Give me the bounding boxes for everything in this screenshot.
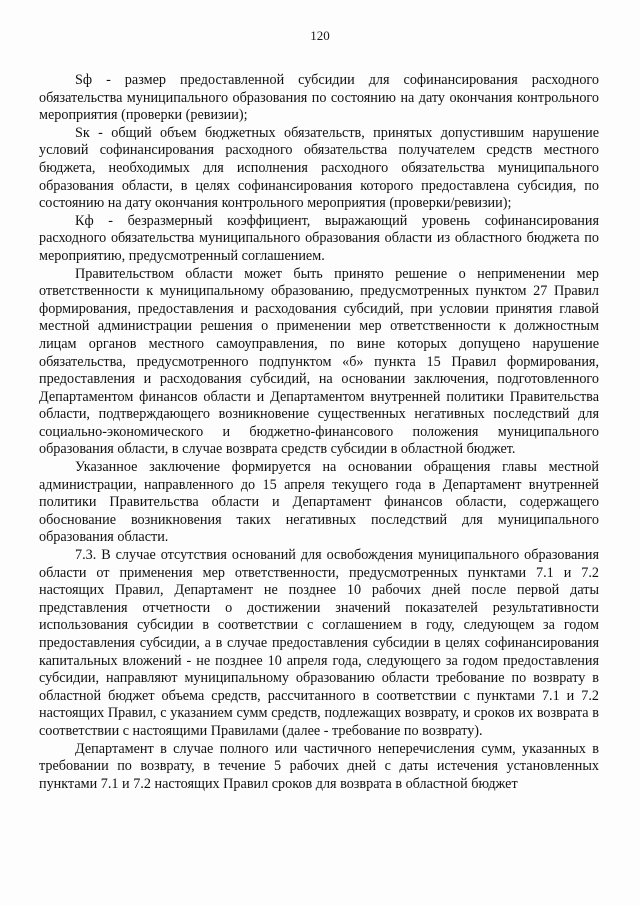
paragraph-department-nonpayment: Департамент в случае полного или частичного неперечисления сумм, указанных в требовании по возврату, в течение 5 рабочих дней с даты истечения установленных пунктами 7.1 и 7.2 настоящих Правил сроков для возврата в областной бюджет [39,740,599,792]
paragraph-conclusion-basis: Указанное заключение формируется на основании обращения главы местной администрации, направленного до 15 апреля текущего года в Департамент внутренней политики Правительства области и Департамент финансов области, содержащего обоснование возникновения таких негативных последствий для муниципального образования области. [39,459,599,546]
paragraph-sk-definition: Sк - общий объем бюджетных обязательств, принятых допустившим нарушение условий софинансирования расходного обязательства получателем средств местного бюджета, необходимых для исполнения расходного обязательства муниципального образования области, в целях софинансирования которого предоставлена субсидия, по состоянию на дату окончания контрольного мероприятия (проверки/ревизии); [39,124,599,212]
paragraph-kf-definition: Кф - безразмерный коэффициент, выражающий уровень софинансирования расходного обязательства муниципального образования области из областного бюджета по мероприятию, предусмотренный соглашением. [39,212,599,264]
paragraph-sf-definition: Sф - размер предоставленной субсидии для софинансирования расходного обязательства муниципального образования по состоянию на дату окончания контрольного мероприятия (проверки (ревизии); [39,72,599,124]
page-number: 120 [310,28,330,43]
paragraph-section-7-3: 7.3. В случае отсутствия оснований для освобождения муниципального образования области от применения мер ответственности, предусмотренных пунктами 7.1 и 7.2 настоящих Правил, Департамент не позднее 10 рабочих дней после первой даты представления отчетности о достижении значений показателей результативности использования субсидии в соответствии с соглашением в году, следующем за годом предоставления субсидии, а в случае предоставления субсидии в целях софинансирования капитальных вложений - не позднее 10 апреля года, следующего за годом предоставления субсидии, направляют муниципальному образованию области требование по возврату в областной бюджет объема средств, рассчитанного в соответствии с пунктами 7.1 и 7.2 настоящих Правил, с указанием сумм средств, подлежащих возврату, и сроков их возврата в соответствии с настоящими Правилами (далее - требование по возврату). [39,547,599,739]
document-body [39,72,599,793]
paragraph-government-decision: Правительством области может быть принято решение о неприменении мер ответственности к муниципальному образованию, предусмотренных пунктом 27 Правил формирования, предоставления и расходования субсидий, при условии принятия главой местной администрации решения о применении мер ответственности к должностным лицам органов местного самоуправления, по вине которых допущено нарушение обязательства, предусмотренного подпунктом «б» пункта 15 Правил формирования, предоставления и расходования субсидий, на основании заключения, подготовленного Департаментом финансов области и Департаментом внутренней политики Правительства области, подтверждающего возникновение существенных негативных последствий для социально-экономического и бюджетно-финансового положения муниципального образования области, в случае возврата средств субсидии в областной бюджет. [39,265,599,458]
